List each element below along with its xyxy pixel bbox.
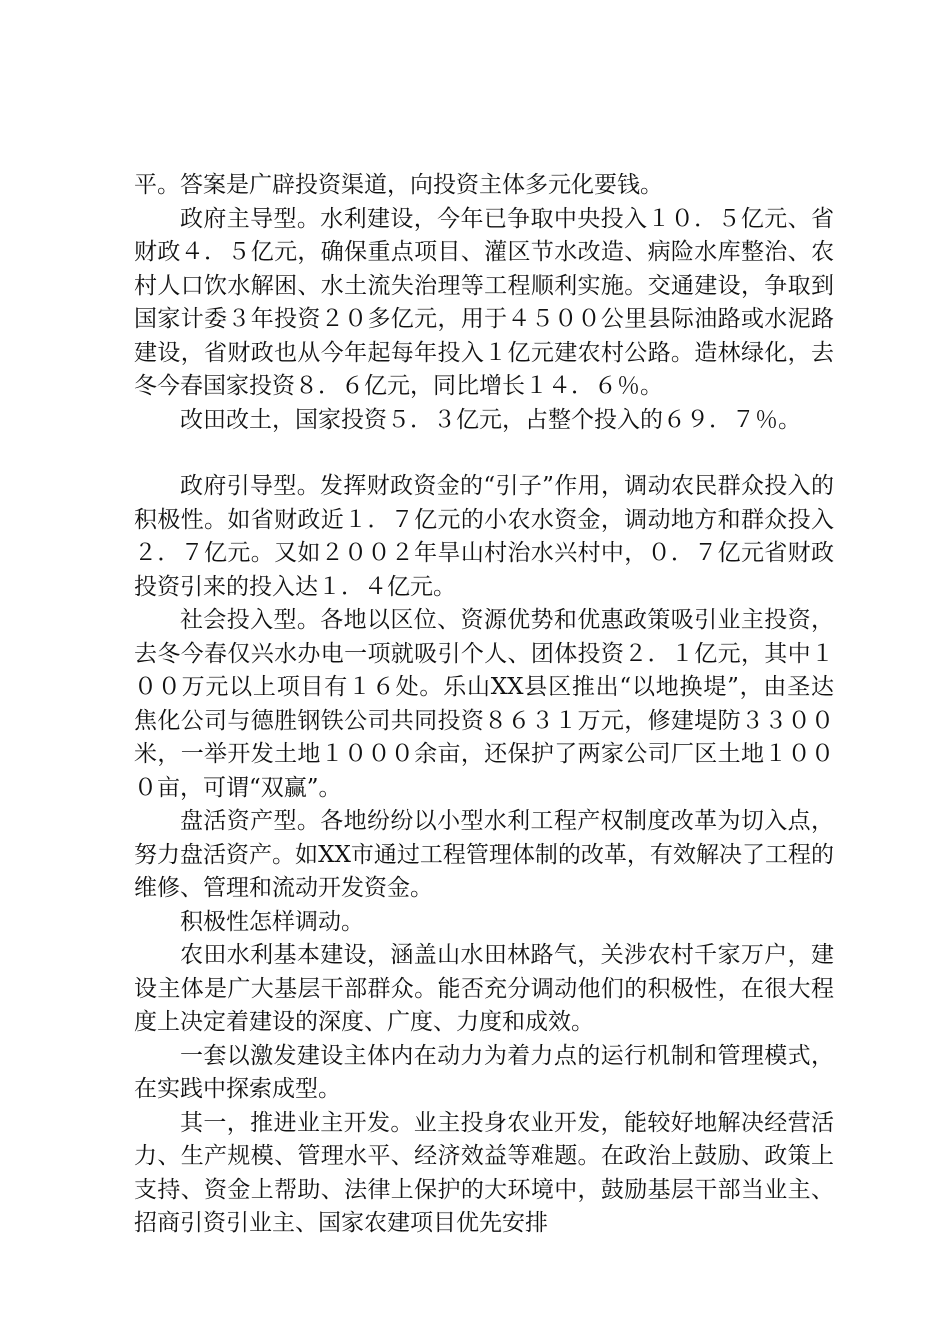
paragraph-government-led: 政府主导型。水利建设，今年已争取中央投入１０．５亿元、省财政４．５亿元，确保重点项目、灌区节水改造、病险水库整治、农村人口饮水解困、水土流失治理等工程顺利实施。交通建设，争取到国家计委３年投资２０多亿元，用于４５００公里县际油路或水泥路建设，省财政也从今年起每年投入１亿元建农村公路。造林绿化，去冬今春国家投资８．６亿元，同比增长１４．６％。 bbox=[134, 205, 834, 399]
paragraph-heading-motivation: 积极性怎样调动。 bbox=[180, 908, 364, 935]
document-body bbox=[134, 169, 834, 1241]
paragraph-land-improvement: 改田改土，国家投资５．３亿元，占整个投入的６９．７％。 bbox=[180, 406, 801, 433]
paragraph-owner-development: 其一，推进业主开发。业主投身农业开发，能较好地解决经营活力、生产规模、管理水平、经济效益等难题。在政治上鼓励、政策上支持、资金上帮助、法律上保护的大环境中，鼓励基层干部当业主、招商引资引业主、国家农建项目优先安排 bbox=[134, 1109, 834, 1236]
paragraph-social-investment: 社会投入型。各地以区位、资源优势和优惠政策吸引业主投资，去冬今春仅兴水办电一项就吸引个人、团体投资２．１亿元，其中１００万元以上项目有１６处。乐山XX县区推出“以地换堤”，由圣达焦化公司与德胜钢铁公司共同投资８６３１万元，修建堤防３３００米，一举开发土地１０００余亩，还保护了两家公司厂区土地１０００亩，可谓“双赢”。 bbox=[134, 607, 834, 801]
paragraph-farmland-construction: 农田水利基本建设，涵盖山水田林路气，关涉农村千家万户，建设主体是广大基层干部群众。能否充分调动他们的积极性，在很大程度上决定着建设的深度、广度、力度和成效。 bbox=[134, 942, 834, 1035]
paragraph-government-guided: 政府引导型。发挥财政资金的“引子”作用，调动农民群众投入的积极性。如省财政近１．７亿元的小农水资金，调动地方和群众投入２．７亿元。又如２００２年旱山村治水兴村中，０．７亿元省财政投资引来的投入达１．４亿元。 bbox=[134, 473, 834, 600]
paragraph-asset-revitalization: 盘活资产型。各地纷纷以小型水利工程产权制度改革为切入点，努力盘活资产。如XX市通过工程管理体制的改革，有效解决了工程的维修、管理和流动开发资金。 bbox=[134, 808, 834, 901]
paragraph-mechanism: 一套以激发建设主体内在动力为着力点的运行机制和管理模式，在实践中探索成型。 bbox=[134, 1042, 834, 1102]
paragraph-continuation: 平。答案是广辟投资渠道，向投资主体多元化要钱。 bbox=[134, 172, 663, 198]
